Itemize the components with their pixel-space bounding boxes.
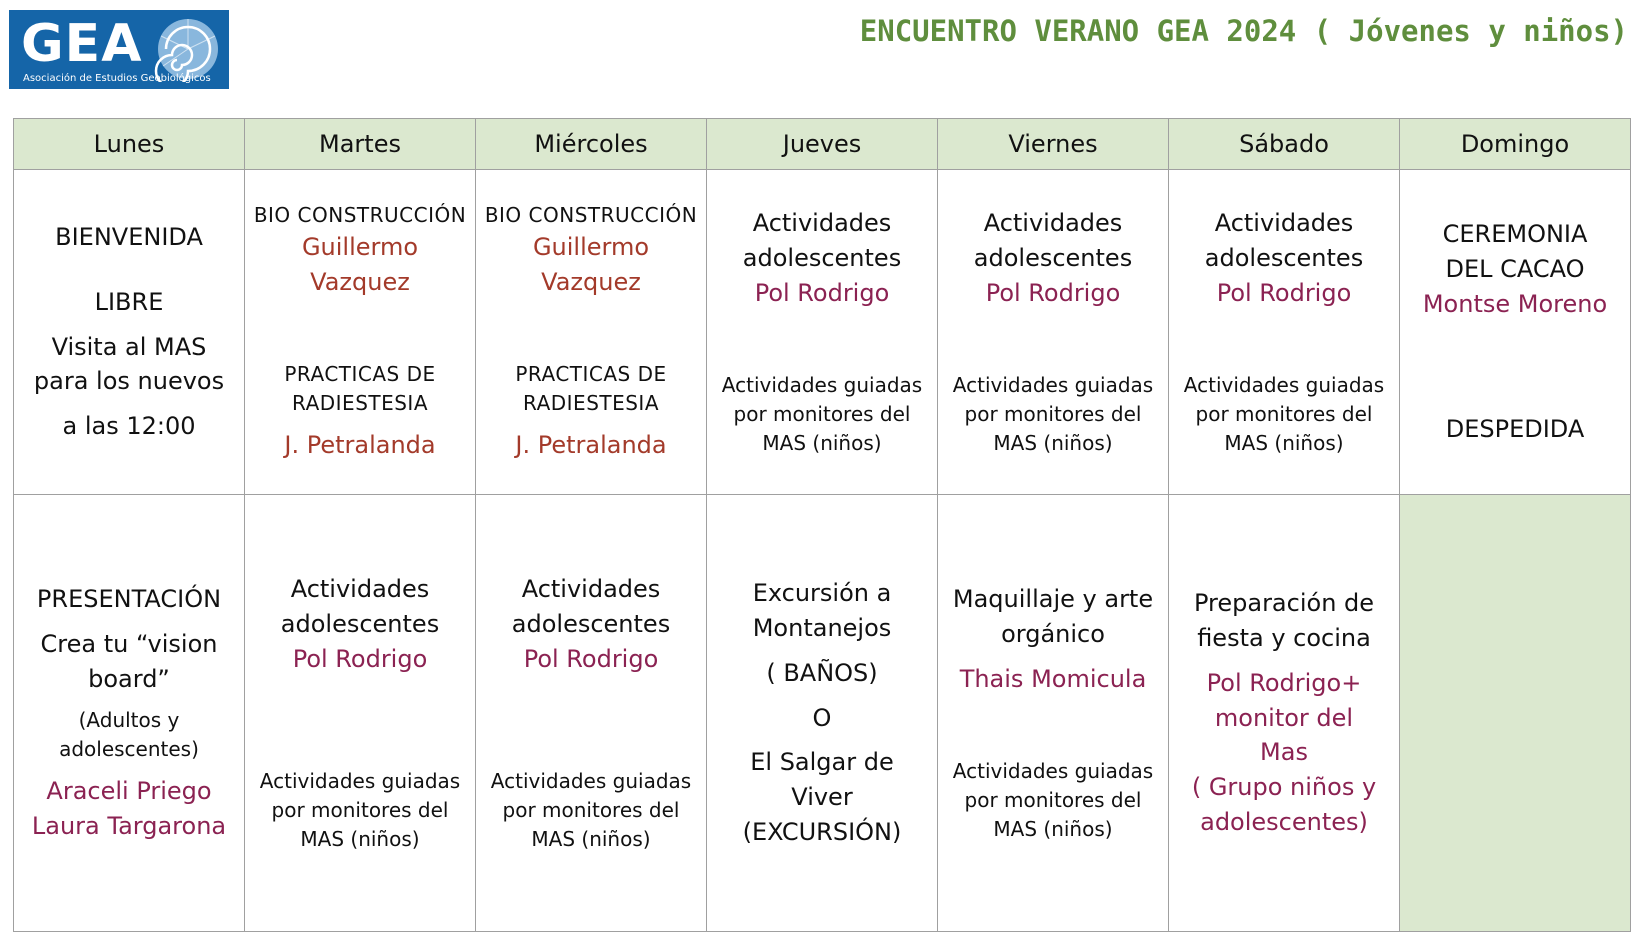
cell-miercoles-1	[476, 170, 707, 495]
speaker-name: Pol Rodrigo	[985, 278, 1121, 307]
day-header-domingo: Domingo	[1400, 119, 1631, 170]
cell-text: MAS (niños)	[1224, 430, 1344, 455]
speaker-name: ( Grupo niños y	[1191, 773, 1377, 802]
cell-text: Actividades guiadas	[1183, 372, 1385, 397]
cell-text: Preparación de	[1193, 589, 1375, 618]
cell-domingo-2-empty	[1400, 495, 1631, 932]
cell-text: BIENVENIDA	[55, 223, 203, 251]
cell-text: adolescentes)	[59, 737, 199, 762]
cell-text: MAS (niños)	[762, 430, 882, 455]
speaker-name: monitor del	[1214, 703, 1354, 732]
cell-text: (EXCURSIÓN)	[742, 817, 902, 846]
speaker-name: Mas	[1260, 738, 1308, 767]
cell-text: (Adultos y	[78, 708, 180, 733]
cell-text: BIO CONSTRUCCIÓN	[484, 203, 698, 228]
cell-text: ( BAÑOS)	[766, 658, 878, 687]
speaker-name: J. Petralanda	[515, 430, 667, 459]
cell-text: Actividades guiadas	[952, 758, 1154, 783]
cell-text: adolescentes	[742, 244, 902, 273]
speaker-name: Pol Rodrigo	[754, 278, 890, 307]
cell-text: board”	[88, 664, 170, 693]
cell-text: Actividades	[290, 575, 430, 604]
cell-text: Actividades guiadas	[259, 768, 461, 793]
day-header-viernes: Viernes	[938, 119, 1169, 170]
speaker-name: Pol Rodrigo	[292, 644, 428, 673]
cell-text: DESPEDIDA	[1445, 414, 1585, 443]
speaker-name: Guillermo	[532, 233, 650, 262]
cell-text: PRACTICAS DE	[515, 361, 667, 386]
cell-martes-2	[245, 495, 476, 932]
cell-text: Actividades	[752, 209, 892, 238]
speaker-name: Pol Rodrigo	[1216, 278, 1352, 307]
cell-text: Actividades	[521, 575, 661, 604]
cell-sabado-1	[1169, 170, 1400, 495]
cell-lunes-2	[14, 495, 245, 932]
speaker-name: Araceli Priego	[46, 777, 212, 806]
speaker-name: Pol Rodrigo	[523, 644, 659, 673]
cell-text: adolescentes	[511, 610, 671, 639]
cell-text: Viver	[791, 783, 853, 812]
cell-text: RADIESTESIA	[522, 390, 660, 415]
cell-text: RADIESTESIA	[291, 390, 429, 415]
speaker-name: Vazquez	[541, 268, 641, 297]
cell-sabado-2	[1169, 495, 1400, 932]
cell-text: por monitores del	[964, 401, 1142, 426]
page-title: ENCUENTRO VERANO GEA 2024 ( Jóvenes y niños)	[859, 14, 1628, 48]
logo-subtitle: Asociación de Estudios Geobiológicos	[23, 73, 211, 84]
cell-text: El Salgar de	[750, 748, 894, 777]
speaker-name: Laura Targarona	[31, 812, 227, 841]
cell-jueves-2	[707, 495, 938, 932]
cell-text: BIO CONSTRUCCIÓN	[253, 203, 467, 228]
cell-text: adolescentes	[973, 244, 1133, 273]
speaker-name: Pol Rodrigo+	[1206, 668, 1362, 697]
day-header-martes: Martes	[245, 119, 476, 170]
cell-text: por monitores del	[271, 797, 449, 822]
cell-text: Actividades guiadas	[952, 372, 1154, 397]
cell-text: Montanejos	[752, 614, 892, 642]
cell-viernes-1	[938, 170, 1169, 495]
cell-text: fiesta y cocina	[1197, 624, 1371, 652]
speaker-name: Vazquez	[310, 268, 410, 297]
cell-text: PRESENTACIÓN	[36, 585, 222, 613]
cell-text: Maquillaje y arte	[952, 585, 1154, 614]
speaker-name: Thais Momicula	[959, 664, 1147, 693]
schedule-row-morning	[14, 170, 1631, 495]
day-header-lunes: Lunes	[14, 119, 245, 170]
cell-text: PRACTICAS DE	[284, 361, 436, 386]
cell-text: DEL CACAO	[1445, 255, 1585, 284]
cell-text: Visita al MAS	[51, 332, 207, 361]
cell-text: MAS (niños)	[993, 430, 1113, 455]
cell-text: Actividades	[983, 209, 1123, 238]
days-header-row	[14, 119, 1631, 170]
cell-domingo-1	[1400, 170, 1631, 495]
cell-text: MAS (niños)	[993, 816, 1113, 841]
cell-jueves-1	[707, 170, 938, 495]
schedule-table	[13, 118, 1631, 932]
cell-text: a las 12:00	[62, 412, 196, 441]
cell-text: Actividades guiadas	[721, 372, 923, 397]
cell-text: Crea tu “vision	[40, 629, 218, 658]
cell-text: por monitores del	[733, 401, 911, 426]
speaker-name: adolescentes)	[1200, 807, 1368, 836]
cell-text: Actividades	[1214, 209, 1354, 238]
cell-miercoles-2	[476, 495, 707, 932]
logo-wordmark: GEA	[21, 14, 143, 74]
cell-text: adolescentes	[280, 610, 440, 639]
cell-text: adolescentes	[1204, 244, 1364, 273]
day-header-miercoles: Miércoles	[476, 119, 707, 170]
cell-text: por monitores del	[964, 787, 1142, 812]
cell-text: por monitores del	[502, 797, 680, 822]
cell-text: MAS (niños)	[300, 826, 420, 851]
cell-text: CEREMONIA	[1442, 220, 1588, 249]
speaker-name: J. Petralanda	[284, 430, 436, 459]
cell-text: O	[812, 703, 832, 732]
cell-viernes-2	[938, 495, 1169, 932]
cell-lunes-1	[14, 170, 245, 495]
cell-text: orgánico	[1001, 620, 1105, 649]
cell-martes-1	[245, 170, 476, 495]
cell-text: Excursión a	[752, 579, 892, 608]
speaker-name: Montse Moreno	[1422, 290, 1608, 318]
cell-text: Actividades guiadas	[490, 768, 692, 793]
day-header-sabado: Sábado	[1169, 119, 1400, 170]
cell-text: para los nuevos	[33, 367, 225, 396]
cell-text: MAS (niños)	[531, 826, 651, 851]
cell-text: por monitores del	[1195, 401, 1373, 426]
gea-logo	[9, 10, 229, 89]
cell-text: LIBRE	[94, 287, 164, 316]
speaker-name: Guillermo	[301, 233, 419, 262]
schedule-row-afternoon	[14, 495, 1631, 932]
day-header-jueves: Jueves	[707, 119, 938, 170]
